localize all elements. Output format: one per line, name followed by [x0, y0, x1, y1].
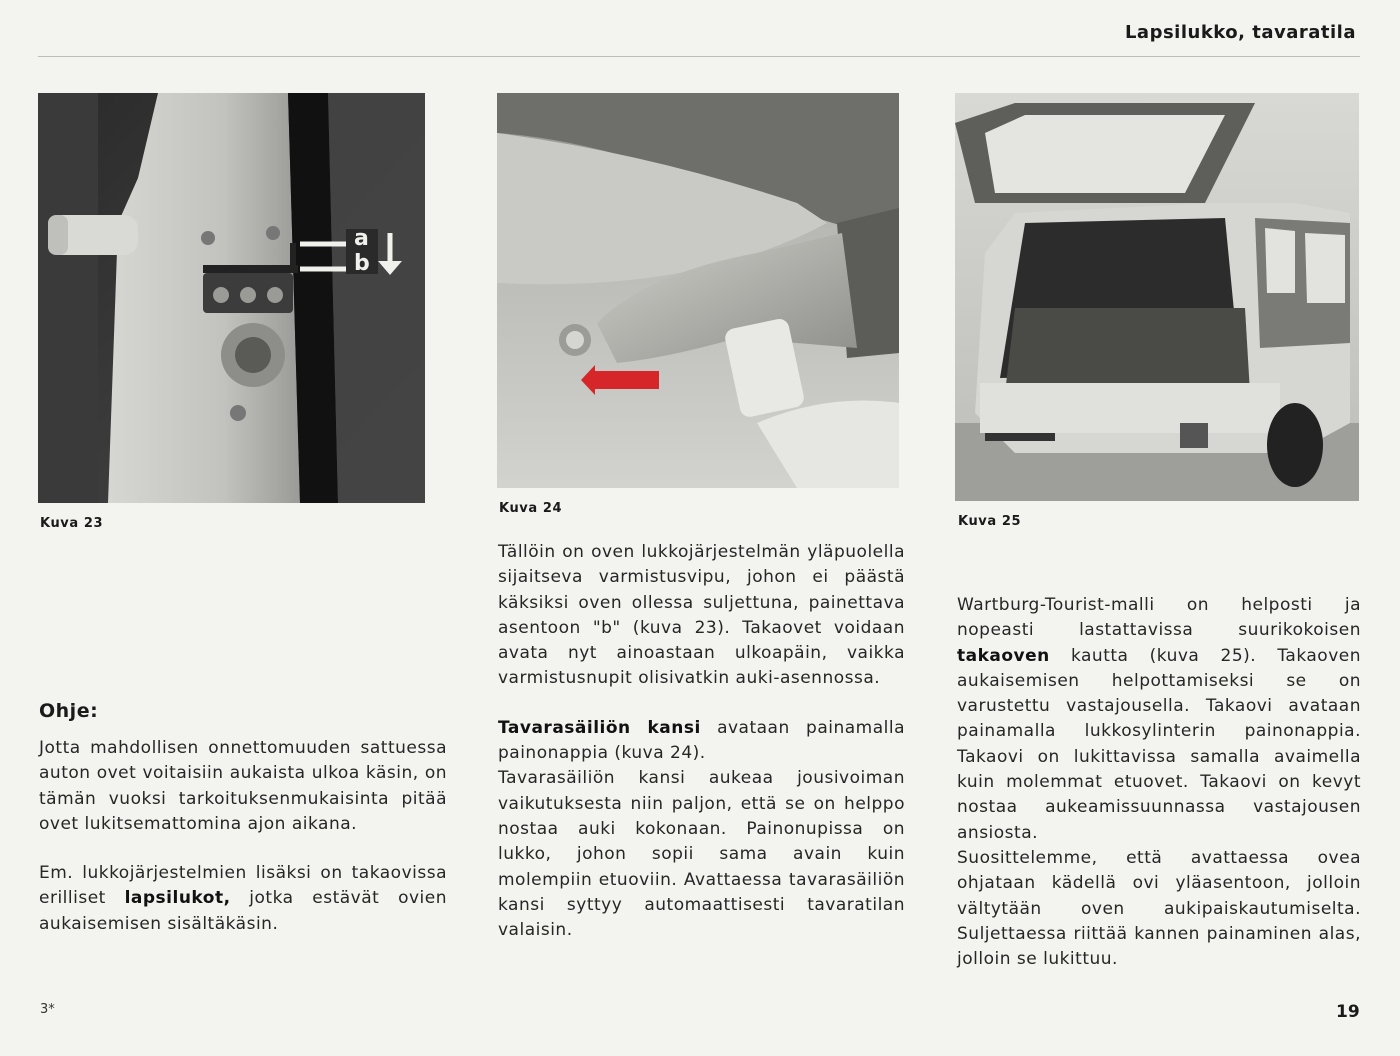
figure-23-photo — [38, 93, 425, 503]
left-paragraph-1: Jotta mahdollisen onnettomuuden sattuessa auton ovet voitaisiin aukaista ulkoa käsin, on tämän vuoksi tarkoituksenmukaisinta pitää ovet lukitsemattomina ajon aikana. — [39, 738, 447, 834]
right-paragraph-1-text-b: kautta (kuva 25). Takaoven aukaisemisen helpottamiseksi se on varustettu vastajousella. Takaovi avataan painamalla lukkosylinterin painonappia. Takaovi on lukittavissa samalla avaimella kuin molemmat etuovet. Takaovi on kevyt nostaa aukeamissuunnassa vastajousen ansiosta. — [957, 645, 1361, 843]
middle-paragraph-2 — [498, 716, 905, 767]
left-paragraph-2 — [39, 861, 447, 937]
middle-paragraph-2-text: avataan painamalla painonappia (kuva 24). — [498, 717, 905, 764]
page-number: 19 — [1336, 1002, 1360, 1022]
middle-paragraph-1: Tällöin on oven lukkojärjestelmän yläpuolella sijaitseva varmistusvipu, johon ei päästä käksiksi oven ollessa suljettuna, painettava asentoon "b" (kuva 23). Takaovet voidaan avata nyt ainoastaan ulkoapäin, vaikka varmistusnupit olisivatkin auki-asennossa. — [498, 542, 905, 689]
middle-paragraph-3: Tavarasäiliön kansi aukeaa jousivoiman vaikutuksesta niin paljon, että se on helppo nostaa auki kokonaan. Painonupissa on lukko, johon sopii sama avain kuin molempiin etuoviin. Avattaessa tavarasäiliön kansi syttyy automaattisesti tavaratilan valaisin. — [498, 768, 905, 941]
left-column-text — [39, 736, 447, 937]
right-paragraph-1 — [957, 593, 1361, 846]
figure-25-caption: Kuva 25 — [958, 514, 1022, 529]
figure-23-label-b: b — [354, 251, 370, 276]
right-paragraph-1-text-a: Wartburg-Tourist-malli on helposti ja nopeasti lastattavissa suurikokoisen — [957, 595, 1361, 641]
trunk-lid-term: Tavarasäiliön kansi — [498, 717, 701, 738]
child-locks-term: lapsilukot, — [124, 888, 231, 909]
figure-25-photo — [955, 93, 1359, 501]
figure-24-caption: Kuva 24 — [499, 501, 563, 516]
section-title: Lapsilukko, tavaratila — [1124, 22, 1356, 43]
middle-column-text — [498, 540, 905, 943]
right-column-text — [957, 593, 1361, 972]
left-paragraph-2-text-b: jotka estävät ovien aukaisemisen sisältäkäsin. — [39, 888, 447, 934]
figure-23-label-a: a — [354, 226, 369, 251]
left-paragraph-2-text-a: Em. lukkojärjestelmien lisäksi on takaovissa erilliset — [39, 863, 447, 909]
signature-mark: 3* — [40, 1002, 55, 1017]
instruction-heading: Ohje: — [39, 700, 99, 722]
header-divider — [38, 56, 1360, 57]
right-paragraph-2: Suosittelemme, että avattaessa ovea ohjataan kädellä ovi yläasentoon, jolloin vältytään oven aukipaiskautumiselta. Suljettaessa riittää kannen painaminen alas, jolloin se lukittuu. — [957, 847, 1361, 970]
figure-24-photo — [497, 93, 899, 488]
figure-23-caption: Kuva 23 — [40, 516, 104, 531]
rear-door-term: takaoven — [957, 645, 1050, 666]
